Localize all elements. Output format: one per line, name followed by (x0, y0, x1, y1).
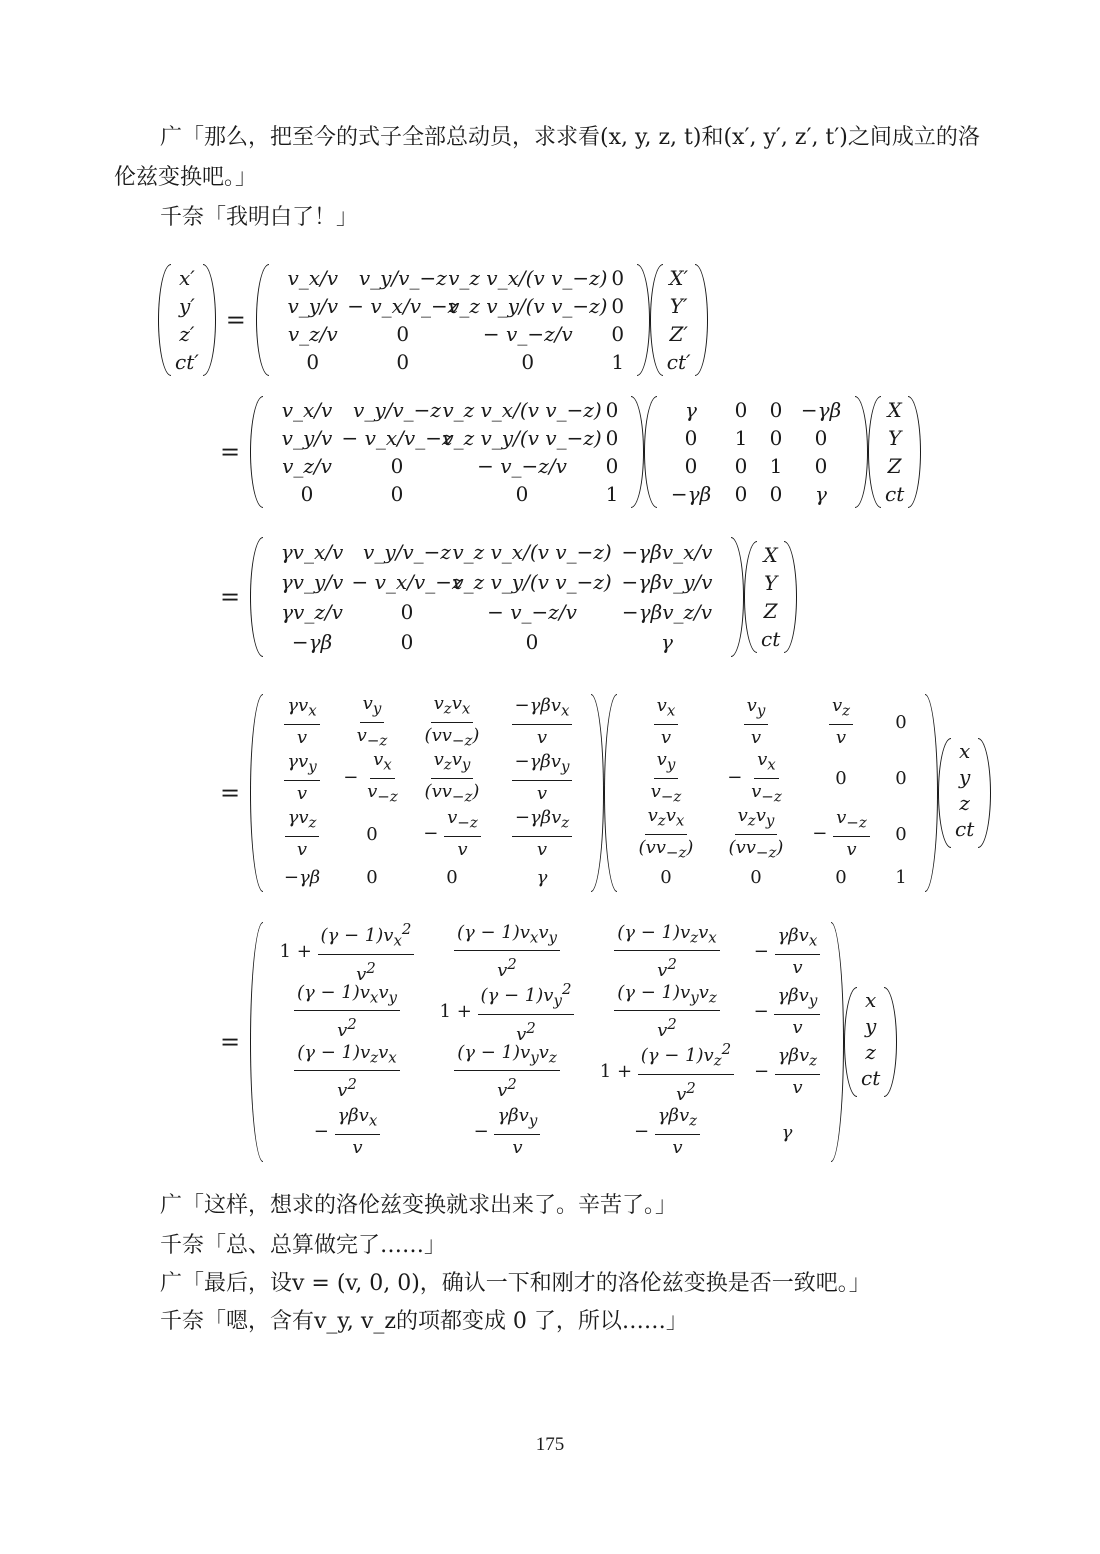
vector-rhs-lower (938, 738, 991, 848)
matrix-cell: v_y/v (287, 294, 339, 318)
matrix-cell: −γβv_x/v (621, 540, 713, 564)
matrix-cell: γ (781, 1121, 793, 1143)
matrix-cell: 1 (611, 350, 625, 374)
matrix-cell: $\frac{v_y}{v}$ (744, 693, 769, 751)
matrix-cell: $\frac{-\gamma\beta v_z}{v}$ (512, 805, 572, 863)
vector-cell: Y (888, 426, 902, 450)
dialog-line-4: 广「这样，想求的洛伦兹变换就求出来了。辛苦了。」 (160, 1193, 678, 1218)
vector-cell: Y′ (669, 294, 688, 318)
matrix-cell: 1 (605, 482, 619, 506)
matrix-cell: 0 (611, 266, 625, 290)
matrix-cell: 0 (814, 454, 828, 478)
matrix-cell: 1 + $\frac{(\gamma - 1)v_y^2}{v^2}$ (440, 976, 575, 1048)
matrix-cell: γv_y/v (280, 570, 344, 594)
vector-rhs-primed (650, 264, 708, 376)
dialog-line-6: 广「最后，设v = (v, 0, 0)，确认一下和刚才的洛伦兹变换是否一致吧。」 (160, 1271, 871, 1296)
matrix-cell: 0 (611, 322, 625, 346)
matrix-cell: −γβv_y/v (621, 570, 713, 594)
boost-matrix (644, 396, 868, 508)
matrix-cell: − v_−z/v (477, 454, 567, 478)
matrix-cell: 0 (835, 866, 847, 888)
page-number: 175 (535, 1434, 565, 1455)
matrix-cell: −γβ (670, 482, 712, 506)
matrix-cell: 0 (611, 294, 625, 318)
matrix-cell: γ (536, 866, 548, 888)
vector-cell: X (887, 398, 902, 422)
matrix-cell: − $\frac{\gamma\beta v_y}{v}$ (474, 1103, 541, 1161)
matrix-cell: v_y/v_−z (353, 398, 441, 422)
matrix-cell: γv_z/v (281, 600, 343, 624)
matrix-cell: 0 (400, 600, 414, 624)
matrix-cell: v_x/v (281, 398, 333, 422)
matrix-cell: 0 (396, 322, 410, 346)
matrix-cell: 0 (895, 711, 907, 733)
vector-cell: Z′ (669, 322, 688, 346)
equation-1 (158, 262, 708, 378)
matrix-cell: 0 (895, 823, 907, 845)
matrix-cell: $\frac{v_zv_y}{(vv_{-z})}$ (728, 804, 784, 862)
matrix-cell: v_y/v_−z (363, 540, 451, 564)
matrix-cell: − $\frac{v_x}{v_{-z}}$ (343, 748, 398, 806)
matrix-cell: 1 + $\frac{(\gamma - 1)v_z^2}{v^2}$ (600, 1036, 734, 1108)
matrix-cell: −γβ (800, 398, 842, 422)
matrix-cell: − $\frac{\gamma\beta v_z}{v}$ (634, 1103, 700, 1161)
matrix-cell: − v_x/v_−z (341, 426, 453, 450)
matrix-cell: 0 (390, 482, 404, 506)
inverse-rotation-matrix (604, 694, 938, 892)
matrix-cell: v_z v_x/(v v_−z) (452, 540, 612, 564)
dialog-line-7: 千奈「嗯，含有v_y, v_z的项都变成 0 了，所以……」 (160, 1309, 688, 1334)
matrix-cell: 0 (835, 767, 847, 789)
matrix-cell: γ (685, 398, 697, 422)
vector-cell: X (763, 543, 778, 567)
matrix-cell: v_z/v (287, 322, 338, 346)
matrix-cell: $\frac{v_zv_y}{(vv_{-z})}$ (424, 748, 480, 806)
matrix-cell: − $\frac{v_{-z}}{v}$ (812, 805, 869, 863)
matrix-cell: 1 (769, 454, 783, 478)
matrix-cell: 0 (605, 398, 619, 422)
matrix-cell: 0 (895, 767, 907, 789)
vector-cell: z′ (179, 322, 195, 346)
matrix-cell: 0 (750, 866, 762, 888)
matrix-cell: 1 + $\frac{(\gamma - 1)v_x^2}{v^2}$ (280, 916, 415, 988)
matrix-cell: $\frac{(\gamma - 1)v_xv_y}{v^2}$ (294, 980, 400, 1045)
matrix-cell: 1 (734, 426, 748, 450)
matrix-cell: 0 (660, 866, 672, 888)
matrix-cell: γ (815, 482, 827, 506)
matrix-cell: $\frac{(\gamma - 1)v_zv_x}{v^2}$ (614, 920, 720, 985)
matrix-cell: 0 (400, 630, 414, 654)
matrix-cell: $\frac{v_z}{v}$ (829, 693, 853, 751)
matrix-cell: 0 (396, 350, 410, 374)
matrix-cell: v_z/v (282, 454, 332, 478)
matrix-cell: − $\frac{\gamma\beta v_x}{v}$ (754, 923, 821, 981)
matrix-cell: 0 (684, 454, 698, 478)
combined-matrix-fraction-form (250, 694, 604, 892)
matrix-cell: $\frac{(\gamma - 1)v_zv_x}{v^2}$ (294, 1040, 400, 1105)
equals-sign: = (219, 583, 241, 611)
vector-rhs-lower (844, 987, 897, 1097)
equation-4 (210, 690, 991, 896)
matrix-cell: 0 (734, 398, 748, 422)
equation-3 (210, 534, 797, 660)
vector-cell: x (864, 988, 877, 1012)
matrix-cell: 0 (734, 482, 748, 506)
vector-cell: y (958, 765, 971, 789)
matrix-cell: v_z v_y/(v v_−z) (442, 426, 602, 450)
matrix-cell: 0 (814, 426, 828, 450)
matrix-cell: γ (661, 630, 673, 654)
matrix-cell: 0 (521, 350, 535, 374)
vector-cell: z (959, 791, 970, 815)
matrix-cell: −γβv_z/v (621, 600, 713, 624)
matrix-cell: − v_x/v_−z (351, 570, 463, 594)
vector-cell: ct (861, 1066, 881, 1090)
matrix-cell: v_z v_x/(v v_−z) (448, 266, 608, 290)
matrix-cell: − v_−z/v (487, 600, 577, 624)
dialog-line-3: 千奈「我明白了！」 (160, 205, 359, 230)
matrix-cell: − v_−z/v (482, 322, 573, 346)
matrix-cell: −γβ (291, 630, 333, 654)
dialog-line-5: 千奈「总、总算做完了……」 (160, 1233, 447, 1258)
matrix-cell: $\frac{-\gamma\beta v_x}{v}$ (512, 693, 573, 751)
vector-cell: Y (764, 571, 778, 595)
matrix-cell: 0 (366, 866, 378, 888)
equals-sign: = (219, 438, 241, 466)
matrix-cell: 0 (525, 630, 539, 654)
vector-cell: z (865, 1040, 876, 1064)
matrix-cell: $\frac{(\gamma - 1)v_yv_z}{v^2}$ (454, 1040, 560, 1105)
matrix-cell: $\frac{(\gamma - 1)v_yv_z}{v^2}$ (614, 980, 720, 1045)
vector-cell: ct′ (175, 350, 199, 374)
matrix-cell: 0 (515, 482, 529, 506)
vector-cell: ct (955, 817, 975, 841)
vector-cell: Z (887, 454, 902, 478)
matrix-cell: v_y/v (281, 426, 333, 450)
matrix-cell: − $\frac{\gamma\beta v_y}{v}$ (754, 983, 821, 1041)
matrix-cell: − $\frac{\gamma\beta v_x}{v}$ (314, 1103, 381, 1161)
vector-rhs (868, 396, 921, 508)
matrix-cell: v_z v_x/(v v_−z) (442, 398, 602, 422)
vector-cell: y′ (178, 294, 195, 318)
dialog-line-1: 广「那么，把至今的式子全部总动员，求求看(x, y, z, t)和(x′, y′, z′, t′)之间成立的洛 (160, 125, 980, 150)
matrix-cell: γv_x/v (280, 540, 344, 564)
matrix-cell: 0 (300, 482, 314, 506)
matrix-cell: 0 (769, 482, 783, 506)
matrix-cell: 1 (895, 866, 907, 888)
matrix-cell: − $\frac{v_x}{v_{-z}}$ (727, 748, 782, 806)
matrix-cell: 0 (769, 426, 783, 450)
vector-rhs (744, 541, 797, 653)
matrix-cell: 0 (684, 426, 698, 450)
equation-5 (210, 920, 897, 1164)
vector-cell: y (864, 1014, 877, 1038)
matrix-cell: $\frac{\gamma v_x}{v}$ (284, 693, 319, 751)
vector-cell: ct (885, 482, 905, 506)
matrix-cell: $\frac{v_x}{v}$ (654, 693, 679, 751)
rotation-matrix (256, 264, 650, 376)
vector-lhs-primed (158, 264, 216, 376)
matrix-cell: v_x/v (287, 266, 339, 290)
matrix-cell: 0 (446, 866, 458, 888)
dialog-line-2: 伦兹变换吧。」 (114, 165, 258, 190)
matrix-cell: 0 (605, 454, 619, 478)
matrix-cell: − v_x/v_−z (347, 294, 459, 318)
vector-cell: Z (763, 599, 778, 623)
matrix-cell: − $\frac{v_{-z}}{v}$ (423, 805, 480, 863)
matrix-cell: $\frac{(\gamma - 1)v_xv_y}{v^2}$ (454, 920, 560, 985)
lorentz-matrix (250, 922, 844, 1162)
matrix-cell: −γβ (283, 866, 321, 888)
matrix-cell: $\frac{-\gamma\beta v_y}{v}$ (512, 749, 573, 807)
vector-cell: ct′ (666, 350, 691, 374)
vector-cell: X′ (669, 266, 689, 290)
matrix-cell: v_z v_y/(v v_−z) (448, 294, 608, 318)
matrix-cell: 0 (390, 454, 404, 478)
vector-cell: ct (761, 627, 781, 651)
matrix-cell: v_z v_y/(v v_−z) (452, 570, 612, 594)
matrix-cell: 0 (605, 426, 619, 450)
matrix-cell: − $\frac{\gamma\beta v_z}{v}$ (754, 1043, 820, 1101)
vector-cell: x′ (178, 266, 195, 290)
matrix-cell: $\frac{v_y}{v_{-z}}$ (650, 748, 682, 806)
matrix-cell: $\frac{\gamma v_z}{v}$ (285, 805, 320, 863)
matrix-cell: $\frac{v_zv_x}{(vv_{-z})}$ (424, 692, 480, 750)
matrix-cell: 0 (366, 823, 378, 845)
equals-sign: = (219, 1028, 241, 1056)
vector-cell: x (958, 739, 971, 763)
rotation-matrix (250, 396, 644, 508)
matrix-cell: $\frac{v_y}{v_{-z}}$ (356, 692, 388, 750)
equals-sign: = (219, 779, 241, 807)
matrix-cell: 0 (769, 398, 783, 422)
matrix-cell: 0 (306, 350, 320, 374)
matrix-cell: v_y/v_−z (358, 266, 447, 290)
matrix-cell: 0 (734, 454, 748, 478)
equals-sign: = (225, 306, 246, 334)
matrix-cell: $\frac{\gamma v_y}{v}$ (284, 749, 319, 807)
equation-2 (210, 394, 921, 510)
combined-matrix (250, 537, 744, 657)
matrix-cell: $\frac{v_zv_x}{(vv_{-z})}$ (638, 804, 694, 862)
